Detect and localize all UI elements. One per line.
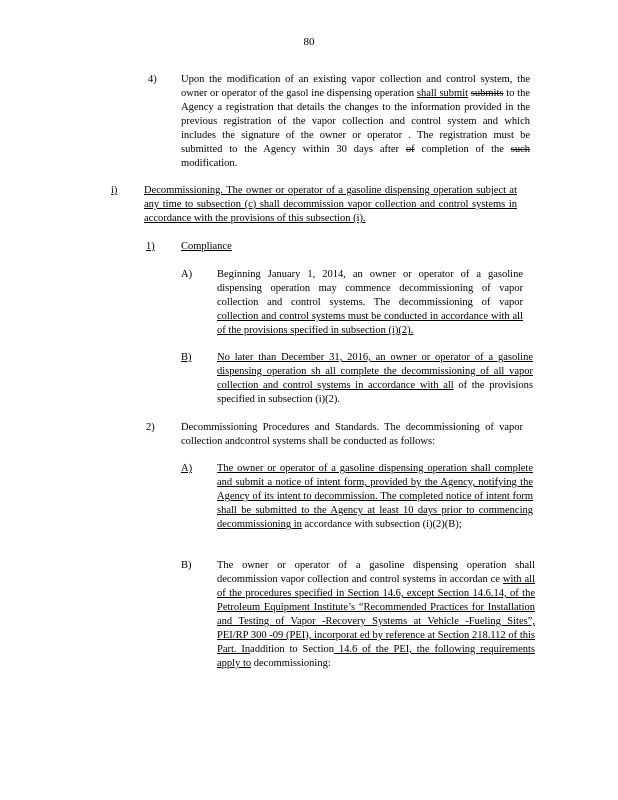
item-1a-text-part: Beginning January 1, 2014, an owner or operator of a gasoline dispensing operation may commence decommissioning of vapor collection and control systems. The decommissioning of vapor bbox=[217, 269, 523, 308]
section-i-text: Decommissioning. The owner or operator of a gasoline dispensing operation subject at any time to subsection (c) shall decommission vapor collection and control systems in accordance with the provisions of this subsection (i). bbox=[144, 185, 517, 224]
inserted-text: 14.6 of the PEI, the following requirements apply to bbox=[217, 644, 535, 669]
item-2b-text bbox=[217, 559, 535, 671]
item-1b-text bbox=[217, 351, 533, 407]
item-2b-text-part: The owner or operator of a gasoline dispensing operation shall decommission vapor collection and control systems in accordan ce bbox=[217, 560, 535, 585]
item-4-text-part: to the Agency a registration that details the changes to the information provided in the previous registration of the vapor collection and control system and which includes the signature of the owner or operator . The registration must be submitted to the Agency within 30 days after bbox=[181, 88, 530, 155]
compliance-heading: Compliance bbox=[181, 241, 232, 252]
item-4-text bbox=[181, 73, 530, 171]
inserted-text: shall submit bbox=[416, 88, 469, 99]
inserted-text: with all of the procedures specified in Section 14.6, except Section 14.6.14, of the Petroleum Equipment Institute’s “Recommended Practices for Installation and Testing of Vapor -Recovery Systems at Vehicle -Fueling Sites”, PEI/RP 300 -09 (PEI), incorporat ed by reference at Section 218.112 of this Part. In bbox=[217, 574, 535, 655]
inserted-text: No later than December 31, 2016, an owner or operator of a gasoline dispensing operation sh all complete the decommissioning of all vapor collection and control systems in accordance with all bbox=[217, 352, 533, 391]
deleted-text: of bbox=[405, 144, 415, 155]
item-1b-text-part: of the provisions specified in subsection (i)(2). bbox=[217, 380, 534, 405]
inserted-text: The owner or operator of a gasoline dispensing operation shall complete and submit a notice of intent form, provided by the Agency, notifying the Agency of its intent to decommission. The completed notice of intent form shall be submitted to the Agency at least 10 days prior to commencing decommissioning in bbox=[217, 463, 533, 530]
inserted-text: collection and control systems must be conducted in accordance with all of the provisions specified in subsection (i)(2). bbox=[217, 311, 523, 336]
item-1a-text bbox=[217, 268, 523, 338]
item-4-text-part: modification. bbox=[181, 158, 238, 169]
item-2b-label: B) bbox=[181, 560, 192, 571]
item-2b-text-part: addition to Section bbox=[250, 644, 335, 655]
item-1b-label: B) bbox=[181, 352, 192, 363]
item-2a-text-part: accordance with subsection (i)(2)(B); bbox=[301, 519, 462, 530]
item-2b-text-part: decommissioning: bbox=[251, 658, 331, 669]
item-4-label: 4) bbox=[148, 74, 157, 85]
item-2a-text bbox=[217, 462, 533, 532]
item-1-label: 1) bbox=[146, 241, 155, 252]
deleted-text: submits bbox=[470, 88, 504, 99]
item-4-text-part: Upon the modification of an existing vapor collection and control system, the owner or operator of the gasol ine dispensing operation bbox=[181, 74, 530, 99]
item-4-text-part: completion of the bbox=[414, 144, 511, 155]
item-2-label: 2) bbox=[146, 422, 155, 433]
page-number: 80 bbox=[303, 36, 315, 48]
section-i-label: i) bbox=[111, 185, 118, 196]
item-2a-label: A) bbox=[181, 463, 193, 474]
deleted-text: such bbox=[510, 144, 530, 155]
item-2-text: Decommissioning Procedures and Standards. The decommissioning of vapor collection andcontrol systems shall be conducted as follows: bbox=[181, 422, 523, 447]
item-1a-label: A) bbox=[181, 269, 193, 280]
